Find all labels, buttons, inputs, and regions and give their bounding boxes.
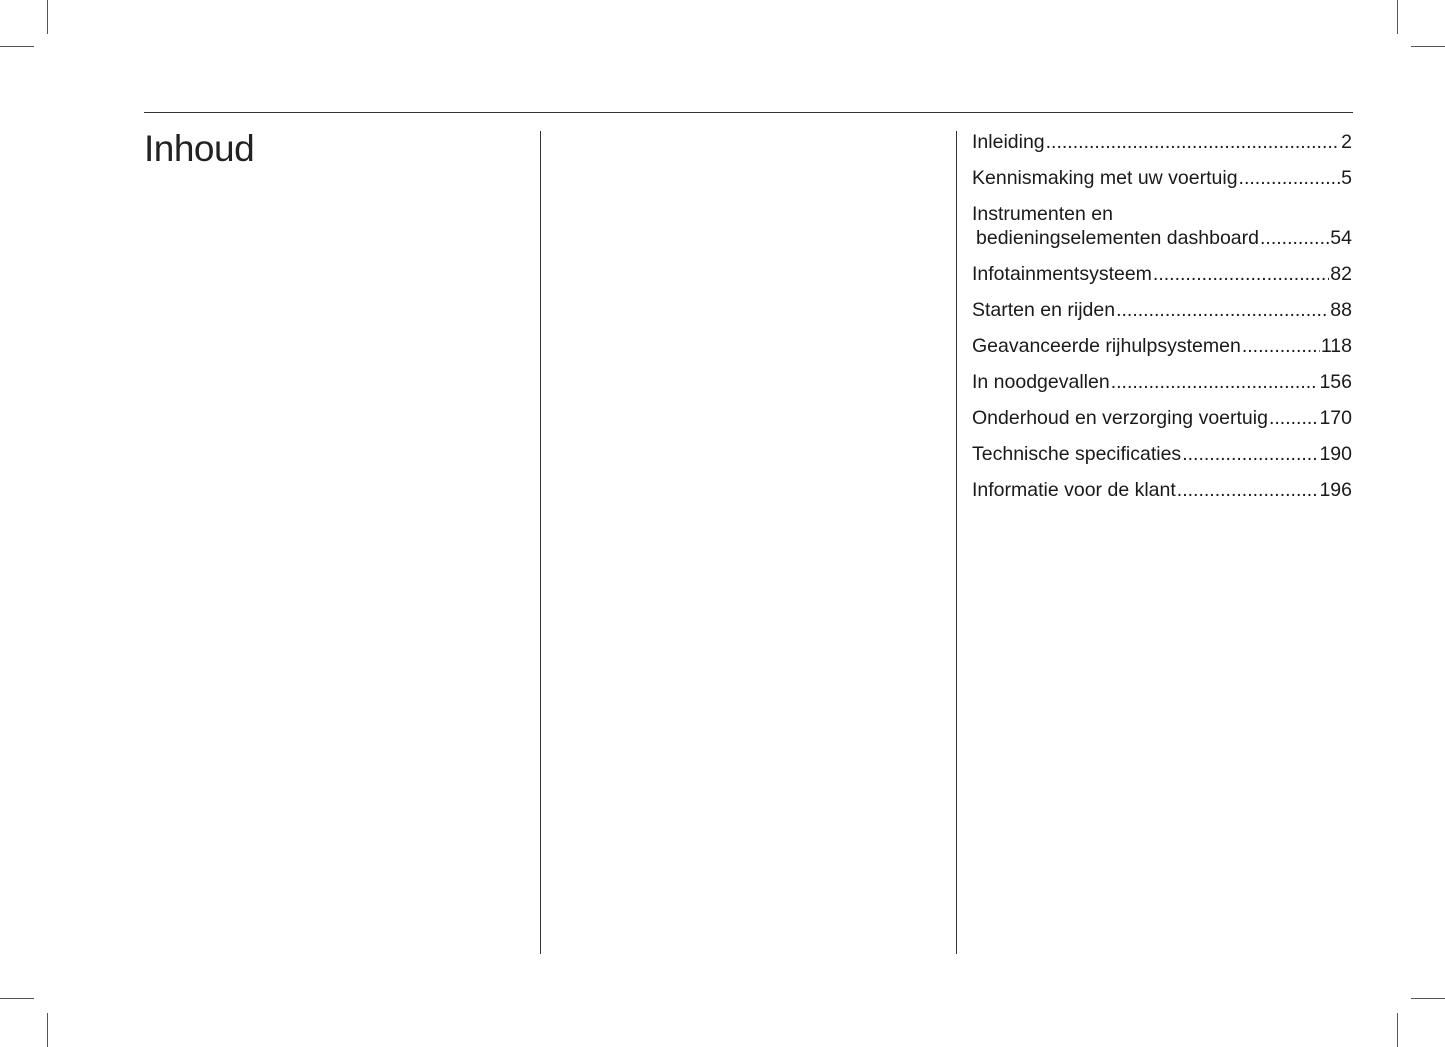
toc-entry[interactable]: [972, 202, 1352, 250]
toc-entry[interactable]: [972, 406, 1352, 430]
leader-dots: [1111, 370, 1319, 394]
toc-page-number: 82: [1330, 263, 1352, 285]
toc-entry[interactable]: [972, 442, 1352, 466]
toc-page-number: 54: [1330, 227, 1352, 249]
leader-dots: [1239, 166, 1341, 190]
leader-dots: [1242, 334, 1320, 358]
crop-mark: [1397, 1013, 1398, 1047]
leader-dots: [1182, 442, 1318, 466]
toc-page-number: 170: [1319, 407, 1352, 429]
column-divider: [540, 131, 541, 954]
toc-label: Infotainmentsysteem: [972, 263, 1152, 285]
crop-mark: [47, 1013, 48, 1047]
toc-label: Onderhoud en verzorging voertuig: [972, 407, 1268, 429]
crop-mark: [1397, 0, 1398, 34]
leader-dots: [1046, 130, 1341, 154]
toc-page-number: 196: [1319, 479, 1352, 501]
toc-page-number: 5: [1341, 167, 1352, 189]
toc-entry[interactable]: [972, 370, 1352, 394]
leader-dots: [1153, 262, 1329, 286]
toc-page-number: 2: [1341, 131, 1352, 153]
crop-mark: [47, 0, 48, 34]
table-of-contents: [972, 130, 1352, 514]
toc-label: Starten en rijden: [972, 299, 1116, 321]
toc-entry[interactable]: [972, 262, 1352, 286]
leader-dots: [1116, 298, 1329, 322]
toc-label: Geavanceerde rijhulpsystemen: [972, 335, 1241, 357]
toc-label: Inleiding: [972, 131, 1045, 153]
toc-entry[interactable]: [972, 298, 1352, 322]
crop-mark: [0, 998, 34, 999]
crop-mark: [1411, 46, 1445, 47]
toc-label: Informatie voor de klant: [972, 479, 1176, 501]
toc-label: Technische specificaties: [972, 443, 1182, 465]
leader-dots: [1177, 478, 1319, 502]
toc-page-number: 88: [1330, 299, 1352, 321]
toc-page-number: 190: [1319, 443, 1352, 465]
toc-page-number: 118: [1320, 335, 1352, 357]
header-rule: [144, 112, 1353, 113]
column-divider: [956, 131, 957, 954]
crop-mark: [1411, 998, 1445, 999]
toc-entry[interactable]: [972, 130, 1352, 154]
toc-label: Kennismaking met uw voertuig: [972, 167, 1238, 189]
toc-label: In noodgevallen: [972, 371, 1110, 393]
toc-label-line1: Instrumenten en: [972, 203, 1113, 225]
page-title: Inhoud: [144, 128, 255, 169]
toc-label: bedieningselementen dashboard: [976, 227, 1259, 249]
toc-entry[interactable]: [972, 334, 1352, 358]
leader-dots: [1269, 406, 1319, 430]
leader-dots: [1260, 226, 1329, 250]
toc-page-number: 156: [1319, 371, 1352, 393]
toc-entry[interactable]: [972, 166, 1352, 190]
crop-mark: [0, 46, 34, 47]
toc-entry[interactable]: [972, 478, 1352, 502]
